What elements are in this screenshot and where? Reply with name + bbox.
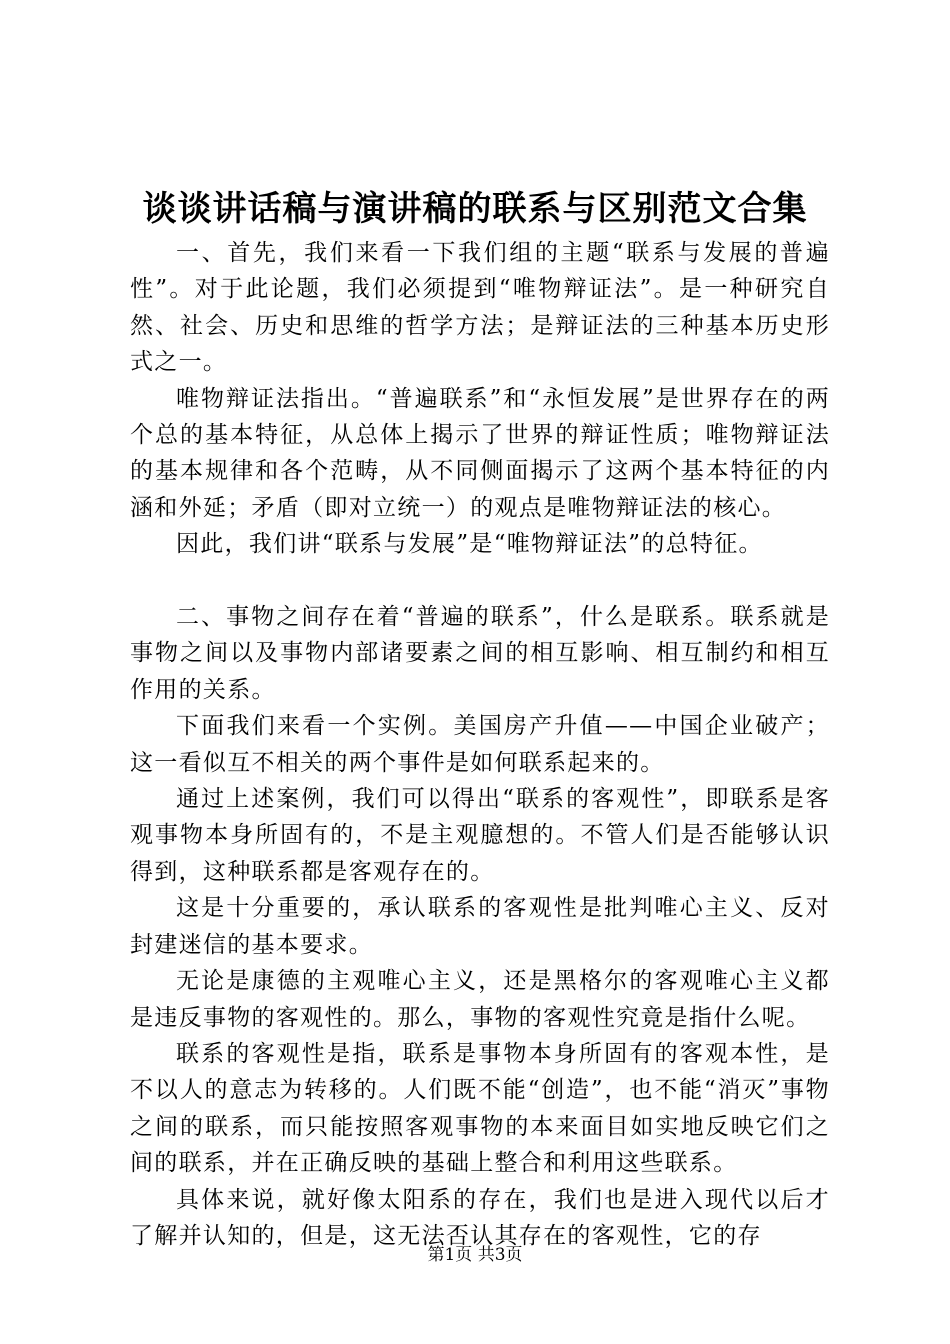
paragraph-2: 唯物辩证法指出。“普遍联系”和“永恒发展”是世界存在的两个总的基本特征，从总体上揭示了世界的辩证性质；唯物辩证法的基本规律和各个范畴，从不同侧面揭示了这两个基本特征的内涵和外延；矛盾（即对立统一）的观点是唯物辩证法的核心。 — [130, 385, 830, 521]
paragraph-6: 通过上述案例，我们可以得出“联系的客观性”，即联系是客观事物本身所固有的，不是主观臆想的。不管人们是否能够认识得到，这种联系都是客观存在的。 — [130, 786, 830, 885]
page-number-footer: 第1页 共3页 — [427, 1245, 523, 1265]
paragraph-5: 下面我们来看一个实例。美国房产升值——中国企业破产；这一看似互不相关的两个事件是如何联系起来的。 — [130, 713, 830, 776]
paragraph-1: 一、首先，我们来看一下我们组的主题“联系与发展的普遍性”。对于此论题，我们必须提到“唯物辩证法”。是一种研究自然、社会、历史和思维的哲学方法；是辩证法的三种基本历史形式之一。 — [130, 240, 830, 376]
paragraph-3: 因此，我们讲“联系与发展”是“唯物辩证法”的总特征。 — [176, 531, 763, 558]
paragraph-10: 具体来说，就好像太阳系的存在，我们也是进入现代以后才了解并认知的，但是，这无法否认其存在的客观性，它的存 — [130, 1186, 830, 1249]
paragraph-8: 无论是康德的主观唯心主义，还是黑格尔的客观唯心主义都是违反事物的客观性的。那么，事物的客观性究竟是指什么呢。 — [130, 968, 830, 1031]
paragraph-4: 二、事物之间存在着“普遍的联系”，什么是联系。联系就是事物之间以及事物内部诸要素之间的相互影响、相互制约和相互作用的关系。 — [130, 604, 830, 703]
paragraph-9: 联系的客观性是指，联系是事物本身所固有的客观本性，是不以人的意志为转移的。人们既不能“创造”，也不能“消灭”事物之间的联系，而只能按照客观事物的本来面目如实地反映它们之间的联系，并在正确反映的基础上整合和利用这些联系。 — [130, 1040, 830, 1177]
paragraph-7: 这是十分重要的，承认联系的客观性是批判唯心主义、反对封建迷信的基本要求。 — [130, 895, 830, 958]
document-body — [130, 235, 830, 1254]
paragraph-spacer — [130, 563, 830, 599]
document-title: 谈谈讲话稿与演讲稿的联系与区别范文合集 — [142, 189, 808, 229]
